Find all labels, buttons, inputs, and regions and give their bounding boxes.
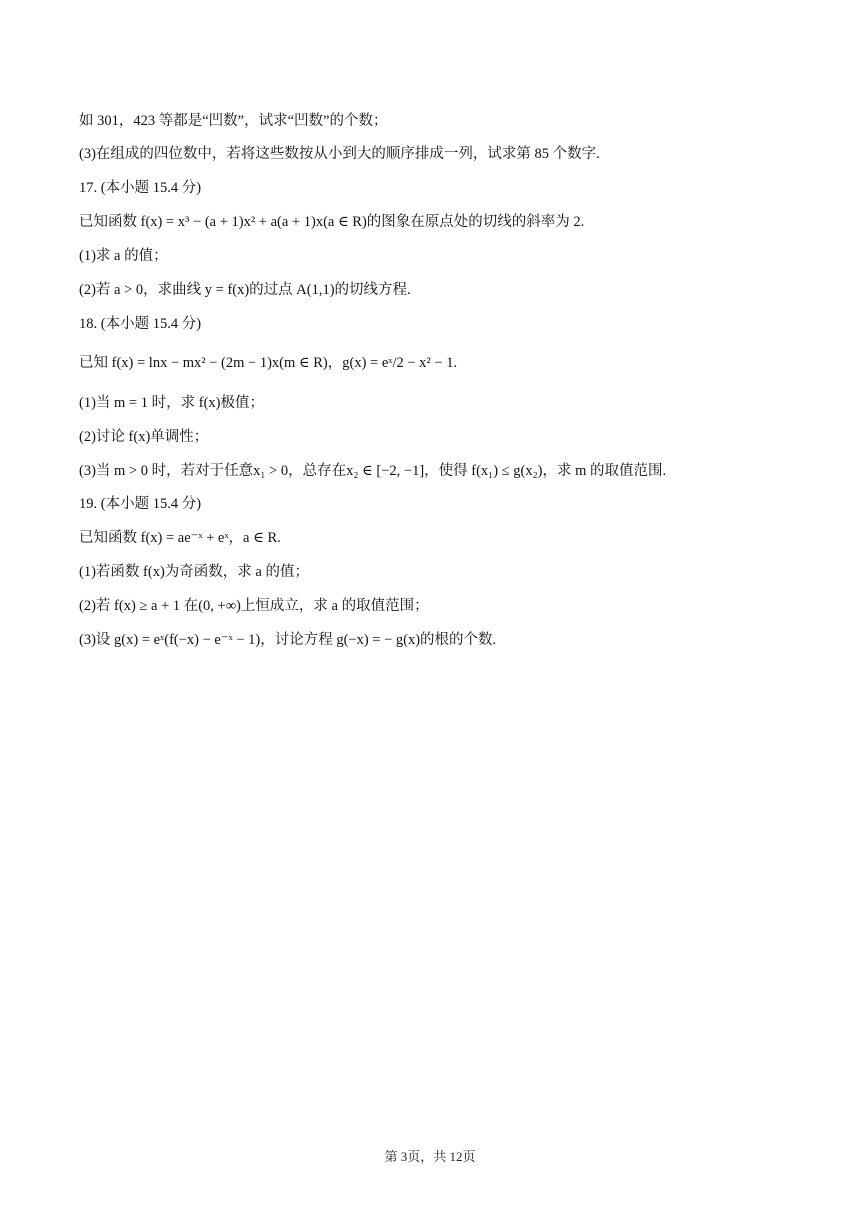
text-line: (2)若 a > 0，求曲线 y = f(x)的过点 A(1,1)的切线方程. [79, 282, 411, 298]
text-line: (3)设 g(x) = eˣ(f(−x) − e⁻ˣ − 1)，讨论方程 g(−x) = − g(x)的根的个数. [79, 632, 497, 648]
text-line: (1)求 a 的值； [79, 248, 168, 264]
text-line: (3)当 m > 0 时，若对于任意x₁ > 0，总存在x₂ ∈ [−2, −1]，使得 f(x₁) ≤ g(x₂)，求 m 的取值范围. [79, 463, 667, 479]
question-heading: 17. (本小题 15.4 分) [79, 180, 202, 196]
text-line: (2)讨论 f(x)单调性； [79, 429, 209, 445]
question-heading: 19. (本小题 15.4 分) [79, 496, 202, 512]
text-line: 如 301，423 等都是“凹数”，试求“凹数”的个数； [79, 113, 388, 129]
text-line: (1)若函数 f(x)为奇函数，求 a 的值； [79, 564, 309, 580]
question-heading: 18. (本小题 15.4 分) [79, 316, 202, 332]
text-line: 已知函数 f(x) = x³ − (a + 1)x² + a(a + 1)x(a ∈ R)的图象在原点处的切线的斜率为 2. [79, 214, 585, 230]
page-footer: 第 3页，共 12页 [384, 1149, 476, 1164]
text-line: (2)若 f(x) ≥ a + 1 在(0, +∞)上恒成立，求 a 的取值范围； [79, 598, 429, 614]
text-line: (3)在组成的四位数中，若将这些数按从小到大的顺序排成一列，试求第 85 个数字. [79, 146, 600, 162]
text-line: 已知函数 f(x) = ae⁻ˣ + eˣ，a ∈ R. [79, 530, 281, 546]
text-line: 已知 f(x) = lnx − mx² − (2m − 1)x(m ∈ R)，g(x) = eˣ/2 − x² − 1. [79, 355, 458, 371]
text-line: (1)当 m = 1 时，求 f(x)极值； [79, 395, 264, 411]
